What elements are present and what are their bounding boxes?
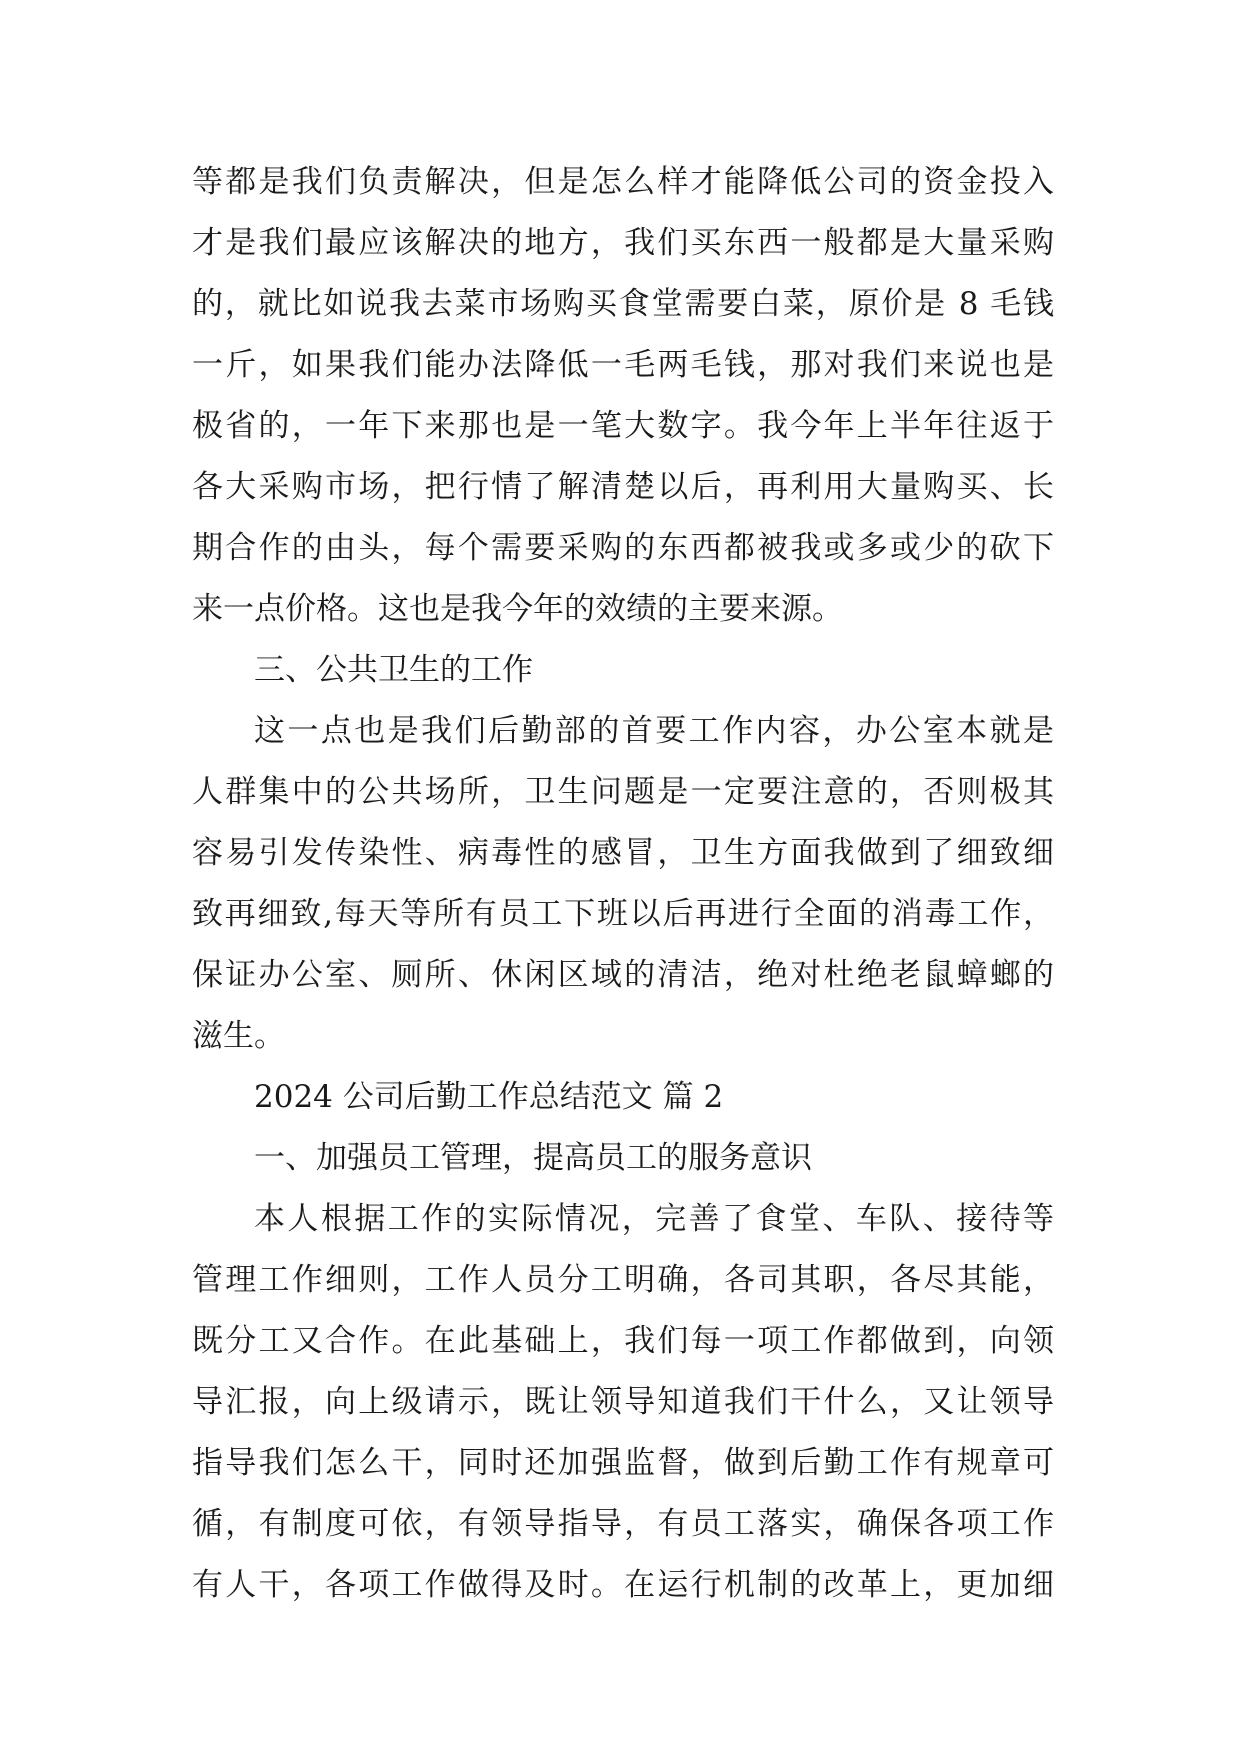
paragraph-line: 滋生。 (192, 1018, 285, 1054)
section-heading: 一、加强员工管理，提高员工的服务意识 (254, 1140, 812, 1176)
paragraph-line: 本人根据工作的实际情况，完善了食堂、车队、接待等 (254, 1201, 1054, 1237)
paragraph-line: 既分工又合作。在此基础上，我们每一项工作都做到，向领 (192, 1323, 1054, 1359)
paragraph-line: 人群集中的公共场所，卫生问题是一定要注意的，否则极其 (192, 774, 1054, 810)
paragraph-line: 极省的，一年下来那也是一笔大数字。我今年上半年往返于 (192, 408, 1054, 444)
paragraph-line: 容易引发传染性、病毒性的感冒，卫生方面我做到了细致细 (192, 835, 1054, 871)
document-body (192, 152, 1054, 1616)
paragraph-line: 有人干，各项工作做得及时。在运行机制的改革上，更加细 (192, 1567, 1054, 1603)
paragraph-line: 致再细致,每天等所有员工下班以后再进行全面的消毒工作， (192, 896, 1054, 932)
paragraph-line: 来一点价格。这也是我今年的效绩的主要来源。 (192, 591, 843, 627)
paragraph-line: 管理工作细则，工作人员分工明确，各司其职，各尽其能， (192, 1262, 1054, 1298)
paragraph-line: 期合作的由头，每个需要采购的东西都被我或多或少的砍下 (192, 530, 1054, 566)
paragraph-line: 保证办公室、厕所、休闲区域的清洁，绝对杜绝老鼠蟑螂的 (192, 957, 1054, 993)
paragraph-line: 的，就比如说我去菜市场购买食堂需要白菜，原价是 8 毛钱 (192, 286, 1054, 322)
paragraph-line: 各大采购市场，把行情了解清楚以后，再利用大量购买、长 (192, 469, 1054, 505)
paragraph-line: 等都是我们负责解决，但是怎么样才能降低公司的资金投入 (192, 164, 1054, 200)
paragraph-line: 这一点也是我们后勤部的首要工作内容，办公室本就是 (254, 713, 1054, 749)
paragraph-line: 导汇报，向上级请示，既让领导知道我们干什么，又让领导 (192, 1384, 1054, 1420)
paragraph-line: 循，有制度可依，有领导指导，有员工落实，确保各项工作 (192, 1506, 1054, 1542)
paragraph-line: 一斤，如果我们能办法降低一毛两毛钱，那对我们来说也是 (192, 347, 1054, 383)
section-heading: 三、公共卫生的工作 (254, 652, 533, 688)
paragraph-line: 指导我们怎么干，同时还加强监督，做到后勤工作有规章可 (192, 1445, 1054, 1481)
paragraph-line: 才是我们最应该解决的地方，我们买东西一般都是大量采购 (192, 225, 1054, 261)
article-title: 2024 公司后勤工作总结范文 篇 2 (254, 1079, 724, 1115)
